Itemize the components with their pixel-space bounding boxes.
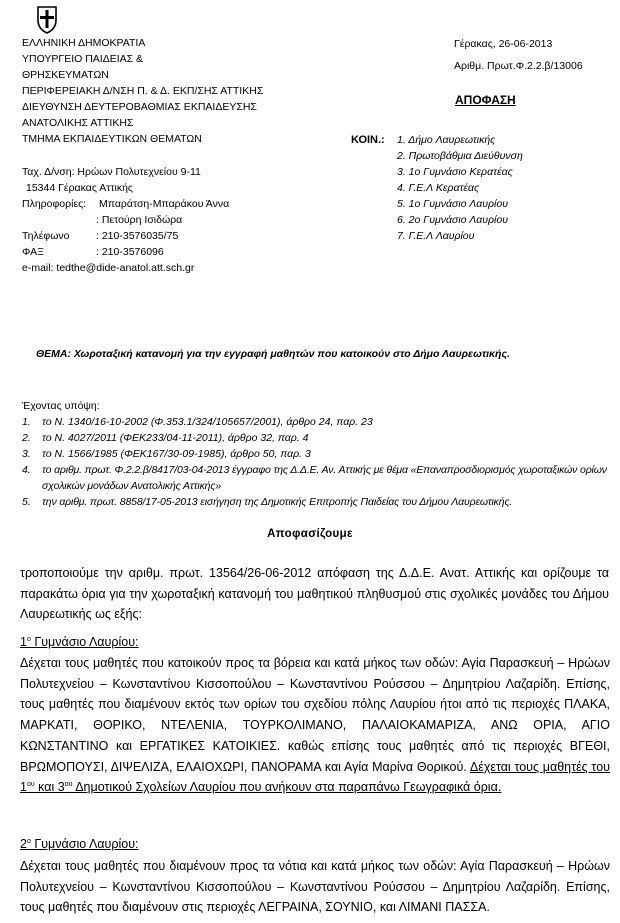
considering-item (22, 446, 612, 462)
contact-email: e-mail: tedthe@dide-anatol.att.sch.gr (22, 262, 195, 274)
section-2-heading (20, 834, 139, 855)
section-1-text (20, 653, 610, 798)
section-1-heading-text: Γυμνάσιο Λαυρίου: (30, 635, 139, 649)
koin-item: 1. Δήμο Λαυρεωτικής (397, 134, 496, 146)
considering-list (22, 414, 612, 510)
section-1-heading-number: 1 (20, 635, 27, 649)
considering-title: Έχοντας υπόψη: (22, 400, 100, 412)
document-date: Γέρακας, 26-06-2013 (454, 38, 553, 50)
protocol-number: Αριθμ. Πρωτ.Φ.2.2.β/13006 (454, 60, 583, 72)
contact-address-1: Ταχ. Δ/νση: Ηρώων Πολυτεχνείου 9-11 (22, 166, 201, 178)
koin-item: 6. 2ο Γυμνάσιο Λαυρίου (397, 214, 508, 226)
decide-heading: Αποφασίζουμε (267, 528, 353, 540)
org-header (22, 35, 322, 147)
koin-item: 5. 1ο Γυμνάσιο Λαυρίου (397, 198, 508, 210)
koin-item: 2. Πρωτοβάθμια Διεύθυνση (397, 150, 523, 162)
koin-list (397, 132, 607, 244)
note-part: Δημοτικού Σχολείων Λαυρίου που ανήκουν στα παραπάνω Γεωγραφικά όρια. (72, 780, 502, 795)
org-line: ΕΛΛΗΝΙΚΗ ΔΗΜΟΚΡΑΤΙΑ (22, 37, 146, 49)
contact-fax-value: : 210-3576096 (96, 246, 164, 258)
greek-emblem (36, 4, 58, 34)
org-line: ΠΕΡΙΦΕΡΕΙΑΚΗ Δ/ΝΣΗ Π. & Δ. ΕΚΠ/ΣΗΣ ΑΤΤΙΚΗΣ (22, 85, 264, 97)
subject-line: ΘΕΜΑ: Χωροταξική κατανομή για την εγγραφή μαθητών που κατοικούν στο Δήμο Λαυρεωτικής. (36, 348, 510, 360)
section-2-heading-text: Γυμνάσιο Λαυρίου: (30, 837, 139, 851)
considering-item-text: το Ν. 1566/1985 (ΦΕΚ167/30-09-1985), άρθρο 50, παρ. 3 (42, 448, 311, 460)
koin-item: 7. Γ.Ε.Λ Λαυρίου (397, 230, 475, 242)
note-part: Δέχεται τους μαθητές του 1 (20, 759, 610, 795)
considering-item-number: 2. (22, 432, 31, 444)
org-line: ΤΜΗΜΑ ΕΚΠΑΙΔΕΥΤΙΚΩΝ ΘΕΜΑΤΩΝ (22, 133, 202, 145)
considering-item-number: 1. (22, 416, 31, 428)
considering-item-text: το Ν. 1340/16-10-2002 (Φ.353.1/324/105657/2001), άρθρο 24, παρ. 23 (42, 416, 373, 428)
org-line: ΘΡΗΣΚΕΥΜΑΤΩΝ (22, 69, 109, 81)
decision-title: ΑΠΟΦΑΣΗ (455, 93, 516, 107)
contact-info-value-1: Μπαράτση-Μπαράκου Άννα (99, 198, 230, 210)
considering-item (22, 462, 612, 494)
considering-item (22, 414, 612, 430)
considering-item-text: την αριθμ. πρωτ. 8858/17-05-2013 εισήγηση της Δημοτικής Επιτροπής Παιδείας του Δήμου Λαυρεωτικής. (42, 496, 513, 508)
considering-item (22, 494, 612, 510)
section-2-heading-sup: ο (26, 837, 31, 845)
org-line: ΑΝΑΤΟΛΙΚΗΣ ΑΤΤΙΚΗΣ (22, 117, 134, 129)
section-1-heading (20, 632, 139, 653)
section-1-heading-sup: ο (26, 635, 31, 643)
note-sup: ου (64, 781, 73, 789)
note-part: και 3 (34, 780, 65, 795)
contact-info-label: Πληροφορίες: (22, 198, 87, 210)
considering-item-text: το αριθμ. πρωτ. Φ.2.2.β/8417/03-04-2013 έγγραφο της Δ.Δ.Ε. Αν. Αττικής με θέμα «Επαναπροσδιορισμός χωροταξικών ορίων σχολικών μονάδων Ανατολικής Αττικής» (42, 464, 607, 492)
contact-info-value-2: : Πετούρη Ισιδώρα (96, 214, 183, 226)
considering-item-number: 4. (22, 464, 31, 476)
note-sup: ου (26, 781, 35, 789)
considering-item (22, 430, 612, 446)
considering-item-number: 5. (22, 496, 31, 508)
org-line: ΔΙΕΥΘΥΝΣΗ ΔΕΥΤΕΡΟΒΑΘΜΙΑΣ ΕΚΠΑΙΔΕΥΣΗΣ (22, 101, 257, 113)
contact-fax-label: ΦΑΞ (22, 246, 44, 258)
section-2-text: Δέχεται τους μαθητές που διαμένουν προς τα νότια και κατά μήκος των οδών: Αγία Παρασκευή – Ηρώων Πολυτεχνείου – Κωνσταντίνου Κισσοπούλου – Κωνσταντίνου Ρούσσου – Δημητρίου Λαζαρίδη. Επίσης, τους μαθητές που διαμένουν στις περιοχές ΛΕΓΡΑΙΝΑ, ΣΟΥΝΙΟ, και ΛΙΜΑΝΙ ΠΑΣΣΑ. (20, 859, 610, 915)
considering-item-number: 3. (22, 448, 31, 460)
koin-item: 4. Γ.Ε.Λ Κερατέας (397, 182, 480, 194)
intro-paragraph: τροποποιούμε την αριθμ. πρωτ. 13564/26-06-2012 απόφαση της Δ.Δ.Ε. Ανατ. Αττικής και ορίζουμε τα παρακάτω όρια για την χωροταξική κατανομή του μαθητικού πληθυσμού στις σχολικές μονάδες του Δήμου Λαυρεωτικής ως εξής: (20, 566, 609, 622)
considering-item-text: το Ν. 4027/2011 (ΦΕΚ233/04-11-2011), άρθρο 32, παρ. 4 (42, 432, 309, 444)
org-line: ΥΠΟΥΡΓΕΙΟ ΠΑΙΔΕΙΑΣ & (22, 53, 144, 65)
koin-item: 3. 1ο Γυμνάσιο Κερατέας (397, 166, 513, 178)
contact-address-2: 15344 Γέρακας Αττικής (26, 182, 133, 194)
section-1-paragraph: Δέχεται τους μαθητές που κατοικούν προς τα βόρεια και κατά μήκος των οδών: Αγία Παρασκευή – Ηρώων Πολυτεχνείου – Κωνσταντίνου Κισσοπούλου – Κωνσταντίνου Ρούσσου – Δημητρίου Λαζαρίδη. Επίσης, τους μαθητές που διαμένουν εκτός των ορίων του σχεδίου πόλης Λαυρίου ήτοι από τις περιοχές ΠΛΑΚΑ, ΜΑΡΚΑΤΙ, ΘΟΡΙΚΟ, ΝΤΕΛΕΝΙΑ, ΤΟΥΡΚΟΛΙΜΑΝΟ, ΠΑΛΑΙΟΚΑΜΑΡΙΖΑ, ΑΝΩ ΟΡΙΑ, ΑΓΙΟ ΚΩΝΣΤΑΝΤΙΝΟ και ΕΡΓΑΤΙΚΕΣ ΚΑΤΟΙΚΙΕΣ. καθώς επίσης τους μαθητές από τις περιοχές ΒΓΕΘΙ, ΒΡΩΜΟΠΟΥΣΙ, ΔΙΨΕΛΙΖΑ, ΕΛΑΙΟΧΩΡΙ, ΠΑΝΟΡΑΜΑ και Αγία Μαρίνα Θορικού. (20, 656, 610, 774)
koin-label: ΚΟΙΝ.: (351, 134, 385, 146)
contact-phone-value: : 210-3576035/75 (96, 230, 179, 242)
contact-phone-label: Τηλέφωνο (22, 230, 70, 242)
section-2-heading-number: 2 (20, 837, 27, 851)
